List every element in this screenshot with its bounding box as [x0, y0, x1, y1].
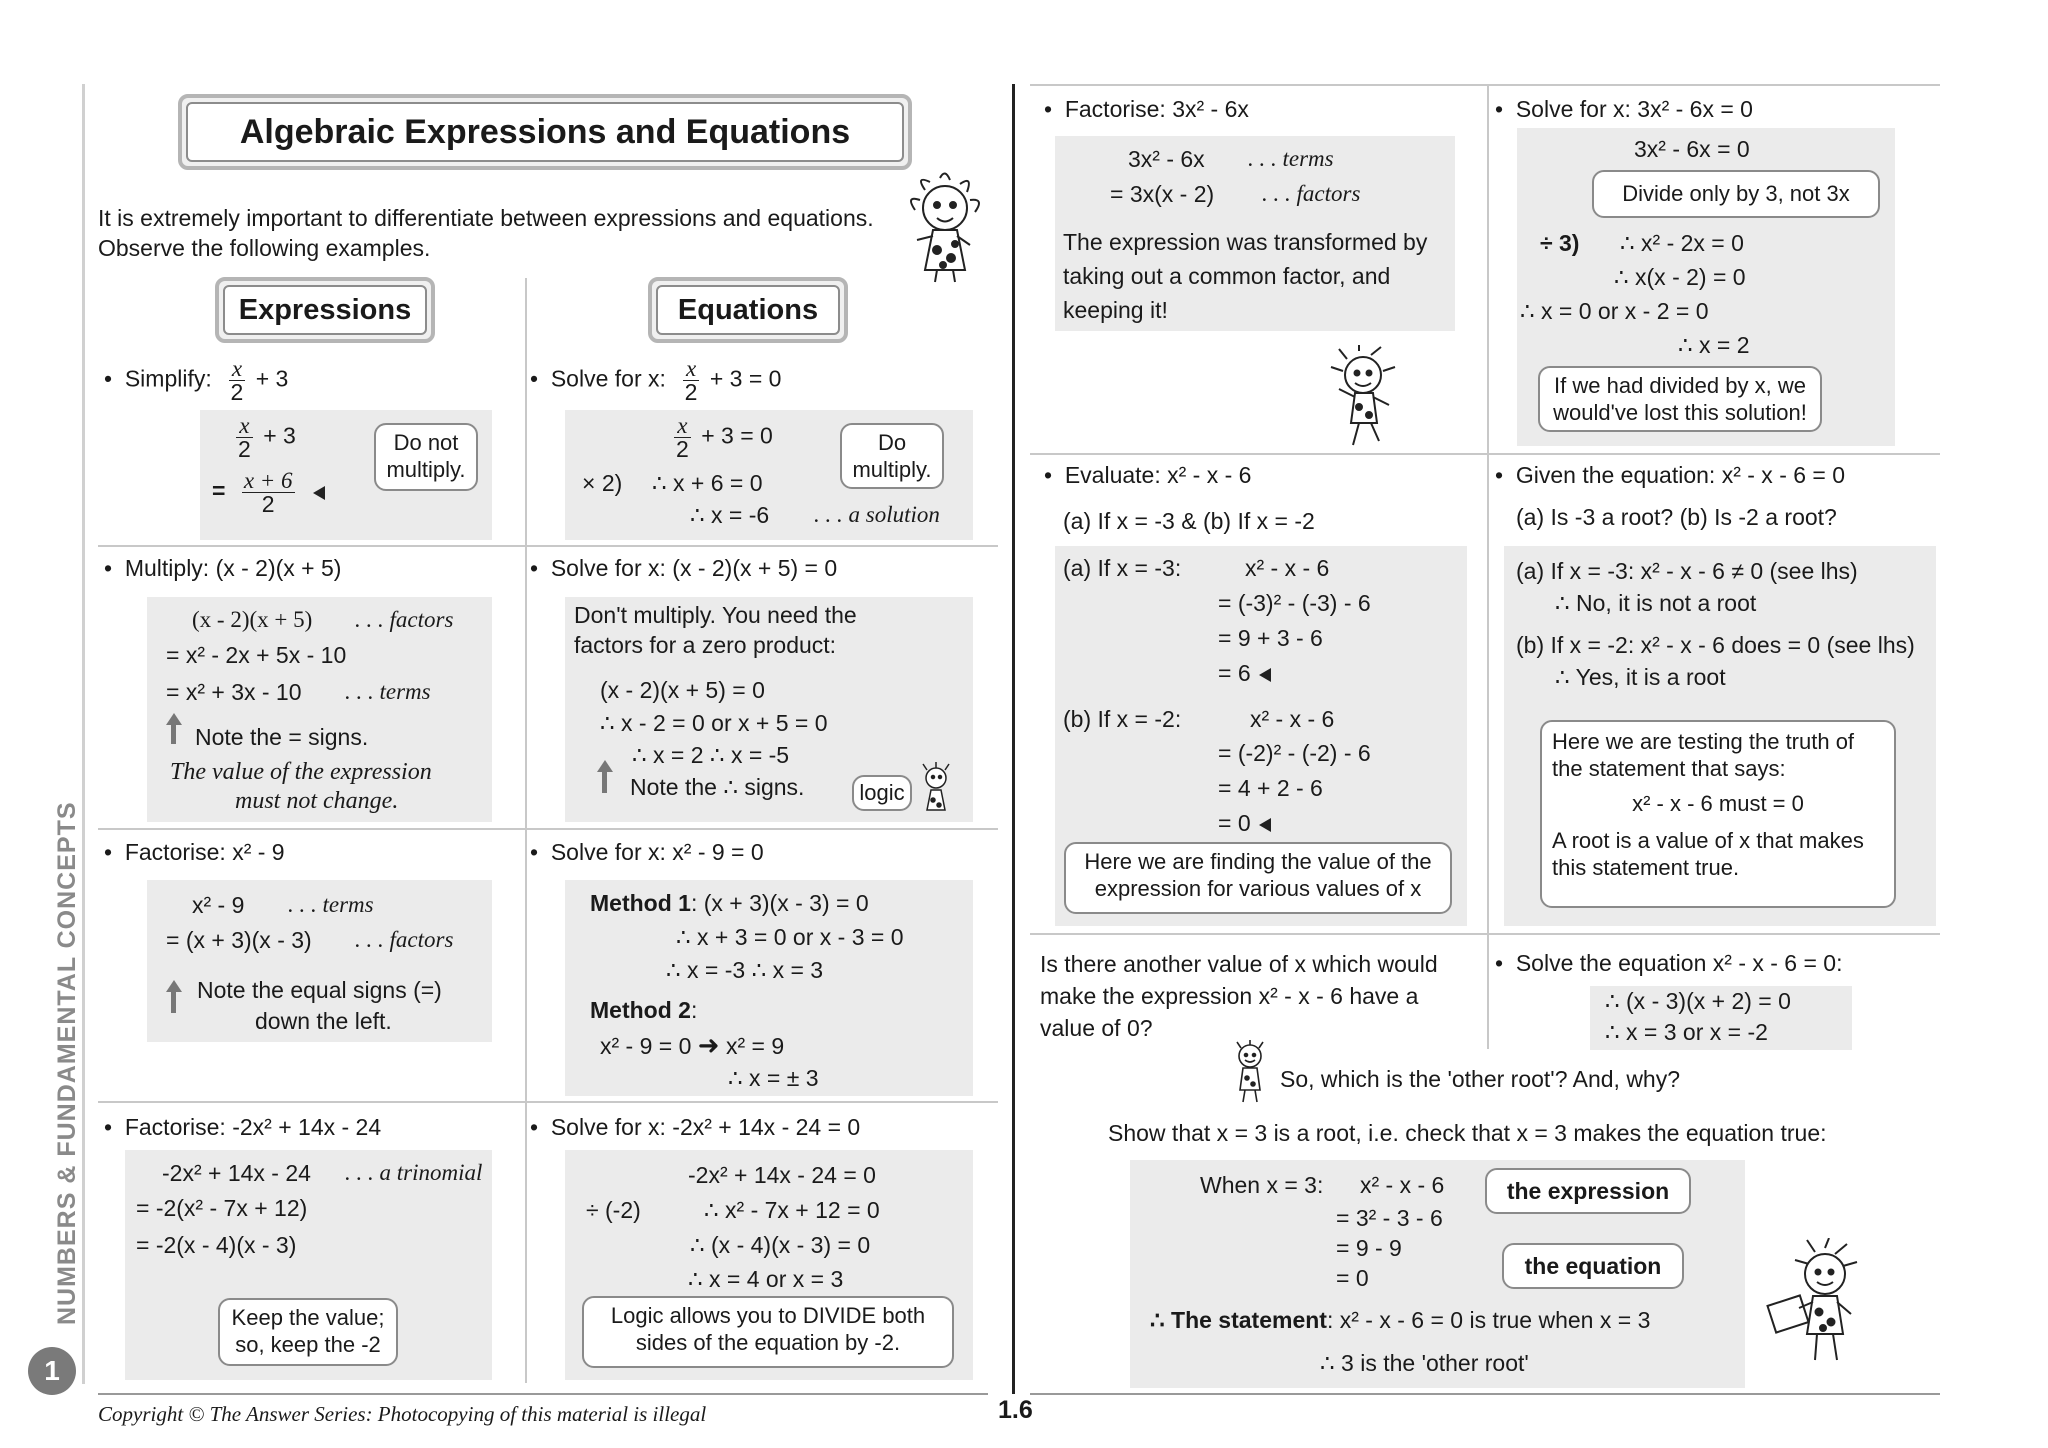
- r1b-l1-den: 2: [676, 436, 689, 462]
- q4-prompt-label: Given the equation: x² - x - 6 = 0: [1515, 462, 1846, 488]
- q3-b3: = 4 + 2 - 6: [1218, 775, 1323, 801]
- r3a-line1-note: . . . terms: [288, 892, 374, 917]
- r3b-m2-label: Method 2: [590, 997, 691, 1023]
- q1-line2: = 3x(x - 2): [1110, 181, 1215, 207]
- r2a-line3: = x² + 3x - 10: [166, 679, 302, 705]
- r2b-prompt-label: Solve for x: (x - 2)(x + 5) = 0: [550, 555, 838, 581]
- r2a-line1-note: . . . factors: [355, 607, 454, 632]
- copyright-text: Copyright © The Answer Series: Photocopying of this material is illegal: [98, 1402, 707, 1426]
- q6-line2: ∴ x = 3 or x = -2: [1605, 1019, 1768, 1045]
- q7-stmt-b: : x² - x - 6 = 0 is true when x = 3: [1326, 1307, 1651, 1333]
- r2a-italic2: must not change.: [235, 788, 399, 814]
- q1-para-line3: keeping it!: [1063, 297, 1168, 323]
- r2b-note: Note the ∴ signs.: [630, 774, 805, 800]
- q7-question: So, which is the 'other root'? And, why?: [1280, 1066, 1681, 1092]
- intro-line-1: It is extremely important to differentiate between expressions and equations.: [98, 205, 874, 231]
- r3b-method2: [590, 995, 697, 1025]
- r2a-prompt: • Multiply: (x - 2)(x + 5): [104, 555, 342, 581]
- r4b-line4: ∴ x = 4 or x = 3: [688, 1266, 844, 1292]
- q5-line1: Is there another value of x which would: [1040, 951, 1438, 977]
- r2b-line3: ∴ x = 2 ∴ x = -5: [632, 742, 790, 768]
- paper-holding-mascot-icon: [1765, 1238, 1870, 1368]
- r1b-l1-num: x: [674, 415, 691, 438]
- q4-sub: (a) Is -3 a root? (b) Is -2 a root?: [1516, 504, 1837, 530]
- q1-para-line2: taking out a common factor, and: [1063, 263, 1391, 289]
- r1b-prompt: • Solve for x: $\frac{x}{2}$ + 3 = 0: [530, 356, 782, 405]
- q3-sub: (a) If x = -3 & (b) If x = -2: [1063, 508, 1315, 534]
- r1b-line3: ∴ x = -6: [690, 502, 770, 528]
- row-divider-1: [98, 545, 998, 547]
- q3-prompt-label: Evaluate: x² - x - 6: [1064, 462, 1252, 488]
- right-arrow-icon: ➜: [697, 1030, 720, 1060]
- r3a-line2-note: . . . factors: [355, 927, 454, 952]
- page-center-divider: [1012, 84, 1015, 1394]
- r4a-line2: = -2(x² - 7x + 12): [136, 1195, 308, 1221]
- r2a-prompt-label: Multiply: (x - 2)(x + 5): [124, 555, 342, 581]
- q2-line2b: ∴ x² - 2x = 0: [1620, 230, 1744, 256]
- r1b-note: . . . a solution: [814, 502, 940, 527]
- r1a-den: 2: [230, 379, 244, 405]
- r3a-prompt: • Factorise: x² - 9: [104, 839, 285, 865]
- mini-mascot-icon: [915, 762, 957, 816]
- page-title-box: [178, 94, 912, 170]
- r1b-callout: Do multiply.: [840, 423, 944, 489]
- q7-w1-expr: x² - x - 6: [1360, 1172, 1445, 1198]
- r1b-frac: [683, 358, 700, 403]
- q2-callout1: Divide only by 3, not 3x: [1592, 170, 1880, 218]
- r2a-line1: (x - 2)(x + 5): [192, 607, 313, 632]
- q2-callout2-line2: would've lost this solution!: [1553, 400, 1807, 425]
- q4-b2: ∴ Yes, it is a root: [1555, 664, 1726, 690]
- r1b-den: 2: [684, 379, 698, 405]
- q4-callout-line4: A root is a value of x that makes: [1552, 828, 1864, 853]
- r4b-line2a: ÷ (-2): [586, 1197, 641, 1223]
- q1-line1: 3x² - 6x: [1128, 146, 1205, 172]
- q2-line2a: ÷ 3): [1540, 230, 1580, 256]
- q7-stmt-a: ∴ The statement: [1150, 1307, 1327, 1333]
- q1-prompt-label: Factorise: 3x² - 6x: [1064, 96, 1249, 122]
- r3b-method1: [590, 888, 869, 918]
- q3-callout-line1: Here we are finding the value of the: [1084, 849, 1432, 874]
- r1a-l1-num: x: [236, 415, 253, 438]
- arrow-pointer-icon-3: [1259, 818, 1271, 832]
- expressions-header: Expressions: [223, 285, 427, 335]
- q4-callout-line2: the statement that says:: [1552, 756, 1786, 781]
- r3a-note2: down the left.: [255, 1008, 392, 1034]
- q3-b2: = (-2)² - (-2) - 6: [1218, 740, 1371, 766]
- q2-prompt: • Solve for x: 3x² - 6x = 0: [1495, 96, 1753, 122]
- expressions-header-box: [215, 277, 435, 343]
- q3-prompt: • Evaluate: x² - x - 6: [1044, 462, 1252, 488]
- r1b-line1: [670, 415, 773, 460]
- q6-prompt: • Solve the equation x² - x - 6 = 0:: [1495, 950, 1843, 976]
- q3-b4-text: = 0: [1218, 810, 1251, 836]
- r4a-line3: = -2(x - 4)(x - 3): [136, 1232, 297, 1258]
- right-row-divider-2: [1030, 933, 1940, 935]
- r1a-callout: Do not multiply.: [374, 423, 478, 491]
- r4a-prompt-label: Factorise: -2x² + 14x - 24: [124, 1114, 382, 1140]
- r3a-line1: x² - 9: [192, 892, 245, 918]
- q3-a3: = 9 + 3 - 6: [1218, 625, 1323, 651]
- r1a-l2-num: x + 6: [243, 468, 293, 493]
- q4-a2: ∴ No, it is not a root: [1555, 590, 1757, 616]
- up-arrow-stem-3: [171, 991, 176, 1013]
- r2b-line1: (x - 2)(x + 5) = 0: [600, 677, 765, 703]
- r1b-prompt-label: Solve for x:: [550, 365, 666, 392]
- r2b-text2: factors for a zero product:: [574, 632, 837, 658]
- q2-callout2: [1538, 366, 1822, 432]
- r4a-line1: -2x² + 14x - 24: [162, 1160, 311, 1186]
- r1b-l1-frac: [674, 415, 691, 460]
- q4-prompt: • Given the equation: x² - x - 6 = 0: [1495, 462, 1846, 488]
- q5-line2: make the expression x² - x - 6 have a: [1040, 983, 1419, 1009]
- q3-a4: [1218, 658, 1271, 688]
- r1a-prompt: • Simplify: $\frac{x}{2}$ + 3: [104, 356, 289, 405]
- r4a-callout-line2: so, keep the -2: [235, 1332, 381, 1357]
- r1a-l1-text: + 3: [263, 422, 296, 449]
- q4-callout-line5: this statement true.: [1552, 855, 1740, 880]
- q2-line4: ∴ x = 0 or x - 2 = 0: [1520, 298, 1709, 324]
- r1a-l1-frac: [236, 415, 253, 460]
- up-arrow-stem-2: [602, 771, 607, 793]
- r3b-m1-line3: ∴ x = -3 ∴ x = 3: [666, 957, 824, 983]
- r4a-callout: [218, 1298, 398, 1366]
- q7-w3: = 9 - 9: [1336, 1235, 1402, 1261]
- q4-callout: [1540, 720, 1896, 908]
- r1a-num: x: [229, 358, 246, 381]
- r3a-note1: Note the equal signs (=): [197, 977, 442, 1003]
- r3b-m2-l1a: x² - 9 = 0: [600, 1033, 692, 1059]
- chapter-number-badge: 1: [28, 1347, 76, 1395]
- right-row-divider-1: [1030, 453, 1940, 455]
- r4b-prompt: • Solve for x: -2x² + 14x - 24 = 0: [530, 1114, 861, 1140]
- equation-label-callout: the equation: [1502, 1243, 1684, 1289]
- r3b-m2-line2: ∴ x = ± 3: [728, 1065, 819, 1091]
- q6-line1: ∴ (x - 3)(x + 2) = 0: [1605, 988, 1791, 1014]
- r1a-l2-den: 2: [261, 491, 275, 517]
- r3b-m2-l1b: x² = 9: [725, 1033, 785, 1059]
- left-col-divider: [525, 278, 527, 1383]
- q1-line1-note: . . . terms: [1248, 146, 1334, 171]
- q3-b1-expr: x² - x - 6: [1250, 706, 1335, 732]
- equations-header: Equations: [656, 285, 840, 335]
- r2a-line3-note: . . . terms: [345, 679, 431, 704]
- row-divider-3: [98, 1101, 998, 1103]
- r1a-l1-den: 2: [238, 436, 251, 462]
- top-rule-right: [1030, 84, 1940, 86]
- q2-prompt-label: Solve for x: 3x² - 6x = 0: [1515, 96, 1753, 122]
- page-title: Algebraic Expressions and Equations: [186, 102, 904, 162]
- r4a-callout-line1: Keep the value;: [231, 1305, 385, 1330]
- q1-line2-note: . . . factors: [1262, 181, 1361, 206]
- thinking-mascot-icon: [1225, 1040, 1275, 1105]
- r4b-line1: -2x² + 14x - 24 = 0: [688, 1162, 876, 1188]
- row-divider-2: [98, 828, 998, 830]
- q3-a1-expr: x² - x - 6: [1245, 555, 1330, 581]
- r4a-line1-note: . . . a trinomial: [345, 1160, 483, 1185]
- r1b-l1-text: + 3 = 0: [701, 422, 773, 449]
- q4-a1: (a) If x = -3: x² - x - 6 ≠ 0 (see lhs): [1516, 558, 1858, 584]
- r1a-l2-frac: [242, 470, 295, 515]
- r1a-plus3: + 3: [255, 365, 289, 392]
- logic-callout: logic: [852, 775, 912, 811]
- q4-callout-line3: x² - x - 6 must = 0: [1632, 791, 1804, 816]
- q3-b1: (b) If x = -2:: [1063, 706, 1182, 732]
- r2a-note: Note the = signs.: [195, 724, 369, 750]
- r4b-prompt-label: Solve for x: -2x² + 14x - 24 = 0: [550, 1114, 861, 1140]
- intro-text: [98, 203, 874, 263]
- q2-line5: ∴ x = 2: [1678, 332, 1750, 358]
- q1-para-line1: The expression was transformed by: [1063, 229, 1428, 255]
- q3-callout-line2: expression for various values of x: [1094, 876, 1422, 901]
- q1-prompt: • Factorise: 3x² - 6x: [1044, 96, 1249, 122]
- q7-w4: = 0: [1336, 1265, 1369, 1291]
- q3-a2: = (-3)² - (-3) - 6: [1218, 590, 1371, 616]
- r3b-prompt-label: Solve for x: x² - 9 = 0: [550, 839, 764, 865]
- r3b-prompt: • Solve for x: x² - 9 = 0: [530, 839, 764, 865]
- q5-text: [1040, 948, 1438, 1044]
- r3b-m2-colon: :: [690, 997, 698, 1023]
- r4b-callout-line1: Logic allows you to DIVIDE both: [610, 1303, 926, 1328]
- q3-b4: [1218, 808, 1271, 838]
- arrow-pointer-icon: [313, 486, 325, 500]
- q2-callout2-line1: If we had divided by x, we: [1554, 373, 1806, 398]
- r4b-line2b: ∴ x² - 7x + 12 = 0: [704, 1197, 880, 1223]
- q7-w2: = 3² - 3 - 6: [1336, 1205, 1443, 1231]
- running-mascot-icon: [1325, 345, 1405, 450]
- r1b-line2a: × 2): [582, 470, 623, 496]
- q7-statement: [1150, 1305, 1650, 1335]
- r4a-prompt: • Factorise: -2x² + 14x - 24: [104, 1114, 382, 1140]
- r1b-line2b: ∴ x + 6 = 0: [652, 470, 763, 496]
- q7-show: Show that x = 3 is a root, i.e. check that x = 3 makes the equation true:: [1108, 1120, 1827, 1146]
- q2-line1: 3x² - 6x = 0: [1634, 136, 1750, 162]
- bottom-rule-right: [1030, 1393, 1940, 1395]
- side-chapter-label: NUMBERS & FUNDAMENTAL CONCEPTS: [53, 801, 81, 1325]
- q1-para: [1063, 225, 1427, 327]
- up-arrow-stem: [171, 724, 176, 744]
- r2b-text1: Don't multiply. You need the: [574, 602, 857, 628]
- r3b-m1-label: Method 1: [590, 890, 691, 916]
- r2b-line2: ∴ x - 2 = 0 or x + 5 = 0: [600, 710, 828, 736]
- r3b-m1-line2: ∴ x + 3 = 0 or x - 3 = 0: [676, 924, 904, 950]
- q7-w1: When x = 3:: [1200, 1172, 1324, 1198]
- cartoon-girl-mascot: [895, 170, 990, 285]
- intro-line-2: Observe the following examples.: [98, 235, 431, 261]
- arrow-pointer-icon-2: [1259, 668, 1271, 682]
- equations-header-box: [648, 277, 848, 343]
- r3b-m2-line1: [600, 1030, 784, 1061]
- r2a-italic1: The value of the expression: [170, 759, 432, 785]
- q4-callout-line1: Here we are testing the truth of: [1552, 729, 1855, 754]
- r4b-line3: ∴ (x - 4)(x - 3) = 0: [690, 1232, 871, 1258]
- bottom-rule-left: [98, 1393, 988, 1395]
- page-number: 1.6: [998, 1396, 1033, 1424]
- q6-prompt-label: Solve the equation x² - x - 6 = 0:: [1515, 950, 1843, 976]
- expression-label-callout: the expression: [1485, 1168, 1691, 1214]
- q4-b1: (b) If x = -2: x² - x - 6 does = 0 (see lhs): [1516, 632, 1915, 658]
- r1a-prompt-label: Simplify:: [124, 365, 212, 392]
- r4b-callout: [582, 1296, 954, 1368]
- r3a-line2: = (x + 3)(x - 3): [166, 927, 312, 953]
- right-col-divider: [1487, 84, 1489, 1049]
- r3b-m1-eq: : (x + 3)(x - 3) = 0: [690, 890, 869, 916]
- q3-a4-text: = 6: [1218, 660, 1251, 686]
- q5-line3: value of 0?: [1040, 1015, 1153, 1041]
- r1a-eq-sign: =: [212, 477, 226, 504]
- r1a-line1: [232, 415, 296, 460]
- r2b-prompt: • Solve for x: (x - 2)(x + 5) = 0: [530, 555, 838, 581]
- r1a-frac: [229, 358, 246, 403]
- r2a-line2: = x² - 2x + 5x - 10: [166, 642, 347, 668]
- q7-conclusion: ∴ 3 is the 'other root': [1320, 1350, 1529, 1376]
- r4b-callout-line2: sides of the equation by -2.: [635, 1330, 901, 1355]
- q2-line3: ∴ x(x - 2) = 0: [1614, 264, 1746, 290]
- r3a-prompt-label: Factorise: x² - 9: [124, 839, 285, 865]
- q3-a1: (a) If x = -3:: [1063, 555, 1182, 581]
- r1b-num: x: [683, 358, 700, 381]
- r1b-rest: + 3 = 0: [709, 365, 782, 392]
- q3-callout: [1064, 842, 1452, 914]
- r1a-line2: [212, 470, 325, 515]
- left-margin-line: [82, 84, 85, 1384]
